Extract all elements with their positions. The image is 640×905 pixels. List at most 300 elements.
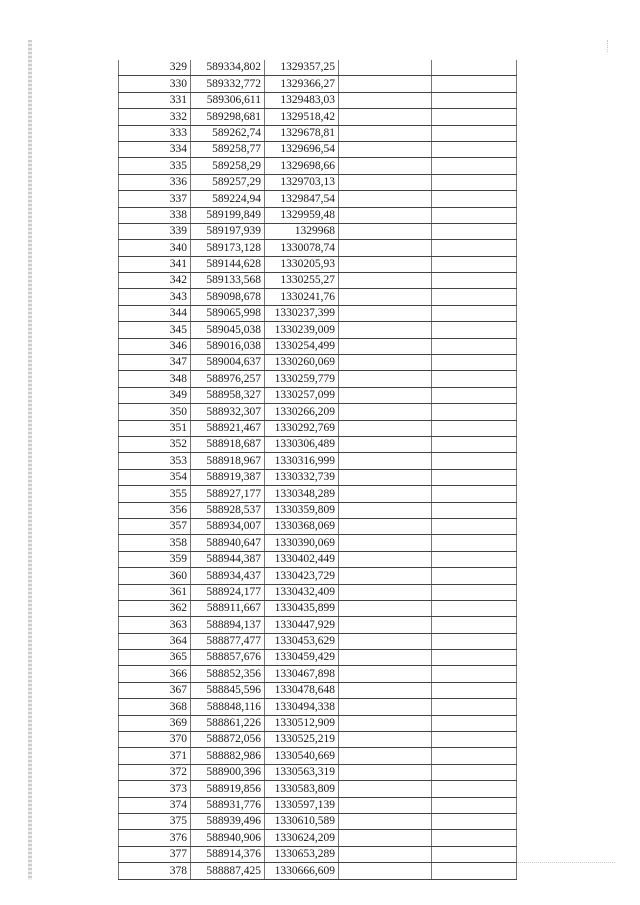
point-number-cell: 357 <box>119 518 191 534</box>
empty-cell <box>432 191 517 207</box>
x-coordinate-cell: 588924,177 <box>191 584 265 600</box>
empty-cell <box>432 223 517 239</box>
table-row <box>119 207 517 223</box>
empty-cell <box>339 650 432 666</box>
table-row <box>119 436 517 452</box>
point-number-cell: 330 <box>119 76 191 92</box>
empty-cell <box>339 568 432 584</box>
x-coordinate-cell: 589144,628 <box>191 256 265 272</box>
x-coordinate-cell: 589334,802 <box>191 60 265 76</box>
y-coordinate-cell: 1329696,54 <box>265 141 339 157</box>
table-row <box>119 682 517 698</box>
x-coordinate-cell: 589197,939 <box>191 223 265 239</box>
empty-cell <box>432 551 517 567</box>
y-coordinate-cell: 1330332,739 <box>265 469 339 485</box>
empty-cell <box>432 846 517 862</box>
table-row <box>119 863 517 879</box>
y-coordinate-cell: 1330666,609 <box>265 863 339 879</box>
point-number-cell: 349 <box>119 387 191 403</box>
empty-cell <box>432 764 517 780</box>
empty-cell <box>339 846 432 862</box>
point-number-cell: 347 <box>119 355 191 371</box>
empty-cell <box>339 600 432 616</box>
point-number-cell: 374 <box>119 797 191 813</box>
y-coordinate-cell: 1330239,009 <box>265 322 339 338</box>
x-coordinate-cell: 589258,77 <box>191 141 265 157</box>
empty-cell <box>339 256 432 272</box>
point-number-cell: 340 <box>119 240 191 256</box>
empty-cell <box>339 453 432 469</box>
x-coordinate-cell: 589199,849 <box>191 207 265 223</box>
x-coordinate-cell: 588944,387 <box>191 551 265 567</box>
point-number-cell: 336 <box>119 174 191 190</box>
point-number-cell: 355 <box>119 486 191 502</box>
y-coordinate-cell: 1329518,42 <box>265 109 339 125</box>
y-coordinate-cell: 1330540,669 <box>265 748 339 764</box>
point-number-cell: 376 <box>119 830 191 846</box>
point-number-cell: 371 <box>119 748 191 764</box>
empty-cell <box>432 322 517 338</box>
point-number-cell: 346 <box>119 338 191 354</box>
x-coordinate-cell: 588931,776 <box>191 797 265 813</box>
point-number-cell: 351 <box>119 420 191 436</box>
empty-cell <box>432 453 517 469</box>
empty-cell <box>339 404 432 420</box>
empty-cell <box>339 813 432 829</box>
table-row <box>119 256 517 272</box>
table-row <box>119 764 517 780</box>
y-coordinate-cell: 1330583,809 <box>265 781 339 797</box>
point-number-cell: 358 <box>119 535 191 551</box>
y-coordinate-cell: 1330447,929 <box>265 617 339 633</box>
table-row <box>119 617 517 633</box>
x-coordinate-cell: 588919,387 <box>191 469 265 485</box>
x-coordinate-cell: 589306,611 <box>191 92 265 108</box>
scan-mark-bottom <box>500 862 615 864</box>
y-coordinate-cell: 1330348,289 <box>265 486 339 502</box>
x-coordinate-cell: 588882,986 <box>191 748 265 764</box>
table-row <box>119 830 517 846</box>
point-number-cell: 367 <box>119 682 191 698</box>
point-number-cell: 342 <box>119 273 191 289</box>
empty-cell <box>432 141 517 157</box>
table-row <box>119 305 517 321</box>
table-row <box>119 518 517 534</box>
empty-cell <box>339 191 432 207</box>
table-row <box>119 355 517 371</box>
table-row <box>119 60 517 76</box>
table-row <box>119 322 517 338</box>
empty-cell <box>432 633 517 649</box>
empty-cell <box>432 518 517 534</box>
y-coordinate-cell: 1330467,898 <box>265 666 339 682</box>
x-coordinate-cell: 588845,596 <box>191 682 265 698</box>
y-coordinate-cell: 1330610,589 <box>265 813 339 829</box>
table-row <box>119 486 517 502</box>
y-coordinate-cell: 1330432,409 <box>265 584 339 600</box>
point-number-cell: 373 <box>119 781 191 797</box>
empty-cell <box>339 699 432 715</box>
coordinates-table-body <box>119 60 517 879</box>
empty-cell <box>339 551 432 567</box>
empty-cell <box>432 502 517 518</box>
empty-cell <box>339 125 432 141</box>
table-row <box>119 338 517 354</box>
y-coordinate-cell: 1330359,809 <box>265 502 339 518</box>
table-row <box>119 732 517 748</box>
point-number-cell: 362 <box>119 600 191 616</box>
empty-cell <box>432 650 517 666</box>
point-number-cell: 377 <box>119 846 191 862</box>
table-row <box>119 125 517 141</box>
table-row <box>119 846 517 862</box>
point-number-cell: 366 <box>119 666 191 682</box>
y-coordinate-cell: 1330453,629 <box>265 633 339 649</box>
empty-cell <box>432 830 517 846</box>
table-row <box>119 699 517 715</box>
y-coordinate-cell: 1330597,139 <box>265 797 339 813</box>
x-coordinate-cell: 589262,74 <box>191 125 265 141</box>
empty-cell <box>339 305 432 321</box>
x-coordinate-cell: 588887,425 <box>191 863 265 879</box>
table-row <box>119 109 517 125</box>
x-coordinate-cell: 589065,998 <box>191 305 265 321</box>
table-row <box>119 371 517 387</box>
empty-cell <box>432 617 517 633</box>
empty-cell <box>339 732 432 748</box>
y-coordinate-cell: 1330390,069 <box>265 535 339 551</box>
x-coordinate-cell: 589004,637 <box>191 355 265 371</box>
y-coordinate-cell: 1329483,03 <box>265 92 339 108</box>
x-coordinate-cell: 588877,477 <box>191 633 265 649</box>
point-number-cell: 350 <box>119 404 191 420</box>
table-row <box>119 600 517 616</box>
empty-cell <box>432 305 517 321</box>
empty-cell <box>339 141 432 157</box>
x-coordinate-cell: 588932,307 <box>191 404 265 420</box>
x-coordinate-cell: 589016,038 <box>191 338 265 354</box>
table-row <box>119 781 517 797</box>
table-row <box>119 223 517 239</box>
y-coordinate-cell: 1330459,429 <box>265 650 339 666</box>
x-coordinate-cell: 589133,568 <box>191 273 265 289</box>
x-coordinate-cell: 588927,177 <box>191 486 265 502</box>
empty-cell <box>339 92 432 108</box>
empty-cell <box>339 666 432 682</box>
x-coordinate-cell: 589098,678 <box>191 289 265 305</box>
empty-cell <box>432 568 517 584</box>
empty-cell <box>339 355 432 371</box>
point-number-cell: 335 <box>119 158 191 174</box>
y-coordinate-cell: 1330478,648 <box>265 682 339 698</box>
empty-cell <box>339 436 432 452</box>
empty-cell <box>339 764 432 780</box>
empty-cell <box>339 863 432 879</box>
empty-cell <box>339 174 432 190</box>
y-coordinate-cell: 1330260,069 <box>265 355 339 371</box>
y-coordinate-cell: 1329698,66 <box>265 158 339 174</box>
coordinates-table <box>118 60 517 880</box>
x-coordinate-cell: 588939,496 <box>191 813 265 829</box>
empty-cell <box>432 584 517 600</box>
point-number-cell: 338 <box>119 207 191 223</box>
point-number-cell: 363 <box>119 617 191 633</box>
scan-edge-artifact <box>28 40 32 880</box>
table-row <box>119 568 517 584</box>
empty-cell <box>432 92 517 108</box>
table-row <box>119 469 517 485</box>
y-coordinate-cell: 1329703,13 <box>265 174 339 190</box>
empty-cell <box>339 633 432 649</box>
y-coordinate-cell: 1330525,219 <box>265 732 339 748</box>
x-coordinate-cell: 588921,467 <box>191 420 265 436</box>
y-coordinate-cell: 1330563,319 <box>265 764 339 780</box>
point-number-cell: 370 <box>119 732 191 748</box>
point-number-cell: 368 <box>119 699 191 715</box>
empty-cell <box>339 715 432 731</box>
point-number-cell: 378 <box>119 863 191 879</box>
x-coordinate-cell: 588861,226 <box>191 715 265 731</box>
x-coordinate-cell: 588976,257 <box>191 371 265 387</box>
empty-cell <box>339 76 432 92</box>
table-row <box>119 289 517 305</box>
table-row <box>119 158 517 174</box>
empty-cell <box>432 174 517 190</box>
point-number-cell: 354 <box>119 469 191 485</box>
table-row <box>119 76 517 92</box>
y-coordinate-cell: 1329959,48 <box>265 207 339 223</box>
y-coordinate-cell: 1330512,909 <box>265 715 339 731</box>
empty-cell <box>339 535 432 551</box>
empty-cell <box>432 338 517 354</box>
y-coordinate-cell: 1330292,769 <box>265 420 339 436</box>
empty-cell <box>432 699 517 715</box>
empty-cell <box>339 273 432 289</box>
empty-cell <box>432 535 517 551</box>
x-coordinate-cell: 588857,676 <box>191 650 265 666</box>
point-number-cell: 339 <box>119 223 191 239</box>
y-coordinate-cell: 1330254,499 <box>265 338 339 354</box>
point-number-cell: 341 <box>119 256 191 272</box>
table-row <box>119 453 517 469</box>
y-coordinate-cell: 1330306,489 <box>265 436 339 452</box>
point-number-cell: 361 <box>119 584 191 600</box>
empty-cell <box>432 682 517 698</box>
empty-cell <box>432 781 517 797</box>
point-number-cell: 334 <box>119 141 191 157</box>
y-coordinate-cell: 1329968 <box>265 223 339 239</box>
point-number-cell: 332 <box>119 109 191 125</box>
empty-cell <box>432 732 517 748</box>
empty-cell <box>432 207 517 223</box>
y-coordinate-cell: 1330241,76 <box>265 289 339 305</box>
empty-cell <box>432 289 517 305</box>
empty-cell <box>432 76 517 92</box>
y-coordinate-cell: 1330653,289 <box>265 846 339 862</box>
y-coordinate-cell: 1330368,069 <box>265 518 339 534</box>
y-coordinate-cell: 1330423,729 <box>265 568 339 584</box>
empty-cell <box>432 486 517 502</box>
empty-cell <box>432 404 517 420</box>
y-coordinate-cell: 1330266,209 <box>265 404 339 420</box>
x-coordinate-cell: 588900,396 <box>191 764 265 780</box>
empty-cell <box>432 371 517 387</box>
empty-cell <box>339 289 432 305</box>
empty-cell <box>432 600 517 616</box>
table-row <box>119 797 517 813</box>
x-coordinate-cell: 589257,29 <box>191 174 265 190</box>
empty-cell <box>339 109 432 125</box>
x-coordinate-cell: 588928,537 <box>191 502 265 518</box>
empty-cell <box>339 207 432 223</box>
empty-cell <box>339 469 432 485</box>
empty-cell <box>432 436 517 452</box>
empty-cell <box>339 420 432 436</box>
y-coordinate-cell: 1330259,779 <box>265 371 339 387</box>
empty-cell <box>339 371 432 387</box>
empty-cell <box>432 469 517 485</box>
table-row <box>119 748 517 764</box>
x-coordinate-cell: 588914,376 <box>191 846 265 862</box>
table-row <box>119 633 517 649</box>
table-row <box>119 240 517 256</box>
point-number-cell: 353 <box>119 453 191 469</box>
y-coordinate-cell: 1330078,74 <box>265 240 339 256</box>
empty-cell <box>432 387 517 403</box>
empty-cell <box>432 125 517 141</box>
point-number-cell: 333 <box>119 125 191 141</box>
y-coordinate-cell: 1330205,93 <box>265 256 339 272</box>
x-coordinate-cell: 588934,007 <box>191 518 265 534</box>
empty-cell <box>339 797 432 813</box>
empty-cell <box>339 502 432 518</box>
y-coordinate-cell: 1330435,899 <box>265 600 339 616</box>
empty-cell <box>432 240 517 256</box>
y-coordinate-cell: 1330402,449 <box>265 551 339 567</box>
x-coordinate-cell: 588848,116 <box>191 699 265 715</box>
empty-cell <box>339 387 432 403</box>
y-coordinate-cell: 1330237,399 <box>265 305 339 321</box>
y-coordinate-cell: 1329847,54 <box>265 191 339 207</box>
x-coordinate-cell: 588894,137 <box>191 617 265 633</box>
table-row <box>119 813 517 829</box>
y-coordinate-cell: 1330494,338 <box>265 699 339 715</box>
empty-cell <box>432 256 517 272</box>
empty-cell <box>339 584 432 600</box>
empty-cell <box>432 863 517 879</box>
point-number-cell: 345 <box>119 322 191 338</box>
point-number-cell: 364 <box>119 633 191 649</box>
y-coordinate-cell: 1329366,27 <box>265 76 339 92</box>
point-number-cell: 352 <box>119 436 191 452</box>
y-coordinate-cell: 1330255,27 <box>265 273 339 289</box>
point-number-cell: 348 <box>119 371 191 387</box>
table-row <box>119 502 517 518</box>
x-coordinate-cell: 589224,94 <box>191 191 265 207</box>
empty-cell <box>339 322 432 338</box>
table-row <box>119 715 517 731</box>
y-coordinate-cell: 1330257,099 <box>265 387 339 403</box>
table-row <box>119 420 517 436</box>
x-coordinate-cell: 589258,29 <box>191 158 265 174</box>
table-row <box>119 174 517 190</box>
empty-cell <box>339 518 432 534</box>
x-coordinate-cell: 589332,772 <box>191 76 265 92</box>
y-coordinate-cell: 1329357,25 <box>265 60 339 76</box>
empty-cell <box>339 338 432 354</box>
x-coordinate-cell: 588872,056 <box>191 732 265 748</box>
table-row <box>119 273 517 289</box>
point-number-cell: 360 <box>119 568 191 584</box>
x-coordinate-cell: 588940,647 <box>191 535 265 551</box>
point-number-cell: 356 <box>119 502 191 518</box>
x-coordinate-cell: 588934,437 <box>191 568 265 584</box>
empty-cell <box>432 715 517 731</box>
table-row <box>119 141 517 157</box>
scan-mark-top <box>607 40 609 52</box>
empty-cell <box>339 223 432 239</box>
point-number-cell: 331 <box>119 92 191 108</box>
point-number-cell: 369 <box>119 715 191 731</box>
empty-cell <box>339 617 432 633</box>
empty-cell <box>432 109 517 125</box>
x-coordinate-cell: 589045,038 <box>191 322 265 338</box>
empty-cell <box>432 273 517 289</box>
x-coordinate-cell: 588958,327 <box>191 387 265 403</box>
empty-cell <box>432 813 517 829</box>
table-row <box>119 535 517 551</box>
empty-cell <box>339 830 432 846</box>
x-coordinate-cell: 588918,967 <box>191 453 265 469</box>
y-coordinate-cell: 1329678,81 <box>265 125 339 141</box>
empty-cell <box>432 158 517 174</box>
x-coordinate-cell: 588852,356 <box>191 666 265 682</box>
point-number-cell: 359 <box>119 551 191 567</box>
point-number-cell: 375 <box>119 813 191 829</box>
table-row <box>119 551 517 567</box>
x-coordinate-cell: 589173,128 <box>191 240 265 256</box>
empty-cell <box>432 666 517 682</box>
table-row <box>119 387 517 403</box>
table-row <box>119 650 517 666</box>
empty-cell <box>339 486 432 502</box>
empty-cell <box>339 158 432 174</box>
table-row <box>119 584 517 600</box>
empty-cell <box>339 781 432 797</box>
point-number-cell: 343 <box>119 289 191 305</box>
empty-cell <box>339 240 432 256</box>
point-number-cell: 365 <box>119 650 191 666</box>
x-coordinate-cell: 588919,856 <box>191 781 265 797</box>
empty-cell <box>432 748 517 764</box>
point-number-cell: 344 <box>119 305 191 321</box>
y-coordinate-cell: 1330624,209 <box>265 830 339 846</box>
empty-cell <box>339 748 432 764</box>
x-coordinate-cell: 588940,906 <box>191 830 265 846</box>
x-coordinate-cell: 588918,687 <box>191 436 265 452</box>
table-row <box>119 92 517 108</box>
empty-cell <box>339 60 432 76</box>
empty-cell <box>432 60 517 76</box>
empty-cell <box>432 355 517 371</box>
x-coordinate-cell: 589298,681 <box>191 109 265 125</box>
empty-cell <box>339 682 432 698</box>
empty-cell <box>432 420 517 436</box>
y-coordinate-cell: 1330316,999 <box>265 453 339 469</box>
empty-cell <box>432 797 517 813</box>
point-number-cell: 329 <box>119 60 191 76</box>
point-number-cell: 372 <box>119 764 191 780</box>
